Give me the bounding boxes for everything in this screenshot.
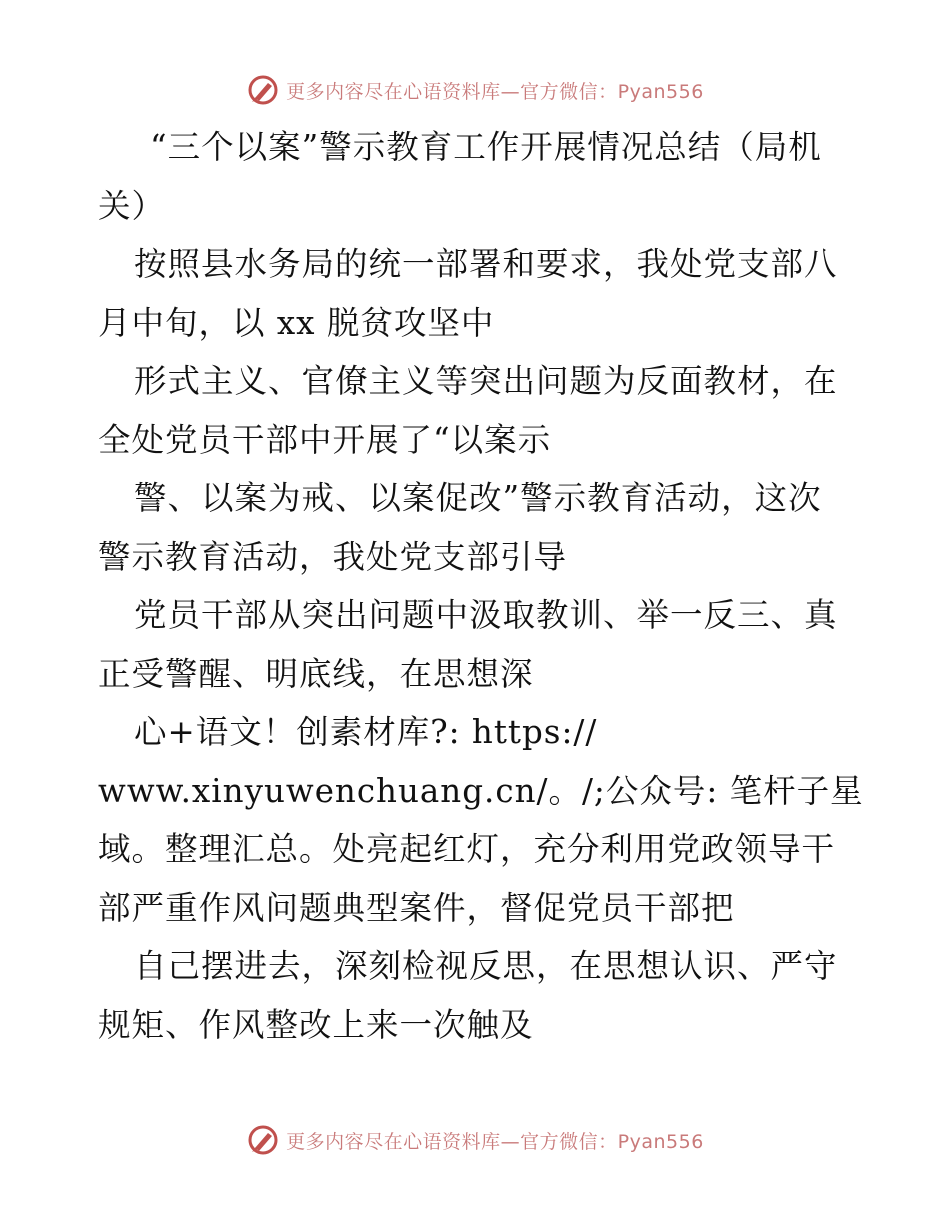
document-body [98,118,864,1054]
footer-banner [0,1120,950,1160]
paragraph-line: 自己摆进去，深刻检视反思，在思想认识、严守 [134,947,838,985]
paragraph-line: 形式主义、官僚主义等突出问题为反面教材，在 [134,362,838,400]
paragraph-line: 规矩、作风整改上来一次触及 [98,1005,534,1044]
paragraph-line: 域。整理汇总。处亮起红灯，充分利用党政领导干 [98,830,836,868]
paragraph-line: 全处党员干部中开展了“以案示 [98,420,552,459]
footer-banner-text: 更多内容尽在心语资料库—官方微信：Pyan556 [286,1130,704,1153]
paragraph-line: 心+语文！创素材库?: https:// [134,713,598,751]
header-banner-text: 更多内容尽在心语资料库—官方微信：Pyan556 [286,80,704,103]
pen-seal-logo-icon [246,73,280,107]
pen-seal-logo-icon [246,1123,280,1157]
header-banner [0,70,950,110]
paragraph-line: 警示教育活动，我处党支部引导 [98,537,568,576]
paragraph-line: 党员干部从突出问题中汲取教训、举一反三、真 [134,596,838,634]
paragraph-line: 正受警醒、明底线，在思想深 [98,654,534,693]
paragraph-line: 警、以案为戒、以案促改”警示教育活动，这次 [134,479,822,517]
document-title-line-2: 关） [98,186,166,225]
paragraph-line: www.xinyuwenchuang.cn/。/;公众号: 笔杆子星 [98,771,864,810]
paragraph-line: 按照县水务局的统一部署和要求，我处党支部八 [134,245,838,283]
paragraph-line: 月中旬，以 xx 脱贫攻坚中 [98,303,495,342]
paragraph-line: 部严重作风问题典型案件，督促党员干部把 [98,888,735,927]
document-title-line-1: “三个以案”警示教育工作开展情况总结（局机 [150,128,822,166]
